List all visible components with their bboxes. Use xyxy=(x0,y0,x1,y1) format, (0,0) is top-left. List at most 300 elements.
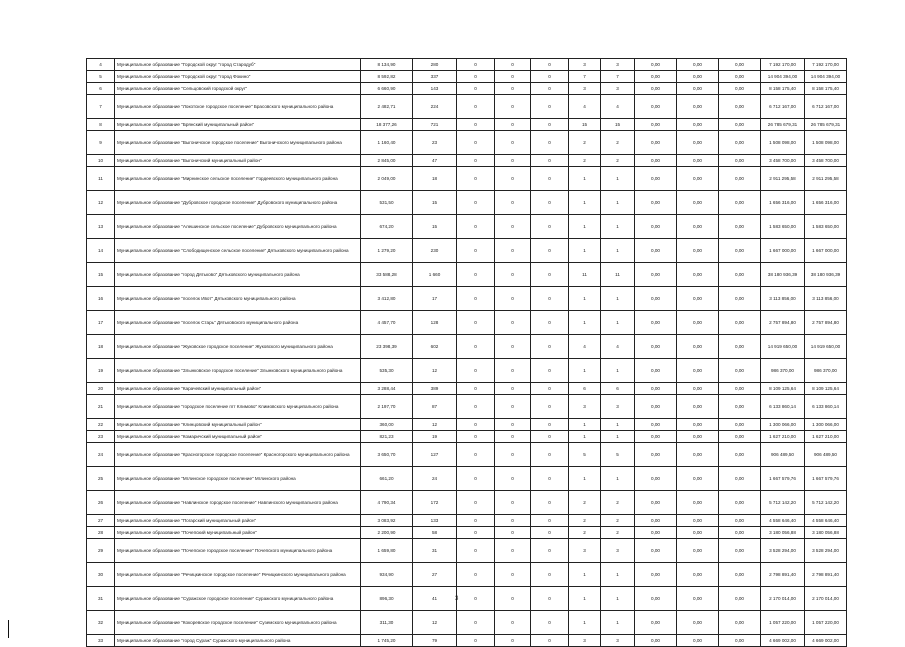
count-col-5: 1 xyxy=(601,431,635,443)
count-col-3: 0 xyxy=(531,119,569,131)
amount-col-2: 0,00 xyxy=(677,83,719,95)
count-col-3: 0 xyxy=(531,383,569,395)
municipality-name: Муниципальное образование "Речицкинское городское поселение" Речицкинского муниципального района xyxy=(115,563,361,587)
row-number: 29 xyxy=(87,539,115,563)
count-col-5: 15 xyxy=(601,119,635,131)
count-col-1: 0 xyxy=(457,611,495,635)
count-col-1: 0 xyxy=(457,71,495,83)
total-sum-2: 1 508 098,00 xyxy=(805,131,847,155)
total-sum-1: 3 180 056,88 xyxy=(761,527,805,539)
count-col-3: 0 xyxy=(531,287,569,311)
count-col-1: 0 xyxy=(457,167,495,191)
count-col-2: 0 xyxy=(495,431,531,443)
count-col-1: 0 xyxy=(457,263,495,287)
table-row xyxy=(87,527,847,539)
amount-col-3: 0,00 xyxy=(719,71,761,83)
amount-col-2: 0,00 xyxy=(677,287,719,311)
total-sum-2: 3 528 294,00 xyxy=(805,539,847,563)
total-sum-1: 38 180 936,39 xyxy=(761,263,805,287)
count-col-2: 0 xyxy=(495,239,531,263)
amount-col-3: 0,00 xyxy=(719,95,761,119)
row-number: 23 xyxy=(87,431,115,443)
count-col-4: 7 xyxy=(569,71,601,83)
total-sum-1: 3 113 856,00 xyxy=(761,287,805,311)
row-number: 13 xyxy=(87,215,115,239)
count-col-2: 0 xyxy=(495,215,531,239)
municipality-name: Муниципальное образование "Брянский муниципальный район" xyxy=(115,119,361,131)
count-col-2: 0 xyxy=(495,515,531,527)
amount-col-2: 0,00 xyxy=(677,395,719,419)
count-col-5: 3 xyxy=(601,83,635,95)
population-value: 27 xyxy=(413,563,457,587)
amount-col-1: 0,00 xyxy=(635,527,677,539)
count-col-5: 1 xyxy=(601,563,635,587)
total-sum-2: 1 667 579,76 xyxy=(805,467,847,491)
amount-col-2: 0,00 xyxy=(677,95,719,119)
count-col-1: 0 xyxy=(457,191,495,215)
row-number: 27 xyxy=(87,515,115,527)
count-col-3: 0 xyxy=(531,167,569,191)
count-col-1: 0 xyxy=(457,119,495,131)
count-col-2: 0 xyxy=(495,395,531,419)
municipality-name: Муниципальное образование "Клинцовский муниципальный район" xyxy=(115,419,361,431)
population-value: 15 xyxy=(413,215,457,239)
population-value: 143 xyxy=(413,83,457,95)
total-sum-2: 6 712 167,00 xyxy=(805,95,847,119)
row-number: 32 xyxy=(87,611,115,635)
count-col-3: 0 xyxy=(531,587,569,611)
area-value: 1 279,20 xyxy=(361,239,413,263)
count-col-1: 0 xyxy=(457,59,495,71)
amount-col-3: 0,00 xyxy=(719,467,761,491)
table-row xyxy=(87,95,847,119)
municipality-name: Муниципальное образование "Почепский муниципальный район" xyxy=(115,527,361,539)
count-col-3: 0 xyxy=(531,635,569,647)
count-col-2: 0 xyxy=(495,491,531,515)
area-value: 1 745,20 xyxy=(361,635,413,647)
municipality-name: Муниципальное образование "Навлинское городское поселение" Навлинского муниципального района xyxy=(115,491,361,515)
count-col-4: 1 xyxy=(569,467,601,491)
total-sum-2: 6 133 860,14 xyxy=(805,395,847,419)
count-col-2: 0 xyxy=(495,311,531,335)
table-row xyxy=(87,131,847,155)
area-value: 2 197,70 xyxy=(361,395,413,419)
population-value: 602 xyxy=(413,335,457,359)
amount-col-2: 0,00 xyxy=(677,515,719,527)
count-col-3: 0 xyxy=(531,395,569,419)
municipality-name: Муниципальное образование "Почепское городское поселение" Почепского муниципального района xyxy=(115,539,361,563)
municipality-name: Муниципальное образование "Сельцовский городской округ" xyxy=(115,83,361,95)
count-col-4: 1 xyxy=(569,431,601,443)
table-body xyxy=(87,59,847,647)
count-col-5: 1 xyxy=(601,215,635,239)
row-number: 5 xyxy=(87,71,115,83)
amount-col-3: 0,00 xyxy=(719,359,761,383)
table-row xyxy=(87,155,847,167)
count-col-5: 3 xyxy=(601,395,635,419)
count-col-1: 0 xyxy=(457,467,495,491)
amount-col-2: 0,00 xyxy=(677,191,719,215)
count-col-3: 0 xyxy=(531,71,569,83)
count-col-5: 1 xyxy=(601,167,635,191)
count-col-1: 0 xyxy=(457,395,495,419)
total-sum-1: 1 667 579,76 xyxy=(761,467,805,491)
total-sum-2: 2 757 894,80 xyxy=(805,311,847,335)
amount-col-1: 0,00 xyxy=(635,119,677,131)
municipality-name: Муниципальное образование "Алешинское сельское поселение" Дубровского муниципального района xyxy=(115,215,361,239)
count-col-5: 1 xyxy=(601,587,635,611)
amount-col-1: 0,00 xyxy=(635,587,677,611)
municipality-name: Муниципальное образование "Красногорское городское поселение" Красногорского муниципального района xyxy=(115,443,361,467)
count-col-4: 1 xyxy=(569,587,601,611)
table-row xyxy=(87,119,847,131)
count-col-5: 4 xyxy=(601,95,635,119)
area-value: 2 482,71 xyxy=(361,95,413,119)
amount-col-1: 0,00 xyxy=(635,539,677,563)
count-col-1: 0 xyxy=(457,335,495,359)
row-number: 11 xyxy=(87,167,115,191)
count-col-4: 3 xyxy=(569,395,601,419)
table-row xyxy=(87,383,847,395)
area-value: 2 845,00 xyxy=(361,155,413,167)
table-row xyxy=(87,635,847,647)
count-col-1: 0 xyxy=(457,155,495,167)
amount-col-3: 0,00 xyxy=(719,167,761,191)
population-value: 172 xyxy=(413,491,457,515)
area-value: 1 160,40 xyxy=(361,131,413,155)
table-row xyxy=(87,335,847,359)
total-sum-2: 2 911 295,58 xyxy=(805,167,847,191)
amount-col-3: 0,00 xyxy=(719,119,761,131)
count-col-3: 0 xyxy=(531,539,569,563)
area-value: 8 134,90 xyxy=(361,59,413,71)
total-sum-2: 5 712 142,20 xyxy=(805,491,847,515)
row-number: 33 xyxy=(87,635,115,647)
amount-col-3: 0,00 xyxy=(719,131,761,155)
amount-col-1: 0,00 xyxy=(635,443,677,467)
total-sum-1: 986 370,00 xyxy=(761,359,805,383)
amount-col-3: 0,00 xyxy=(719,443,761,467)
area-value: 896,30 xyxy=(361,587,413,611)
municipality-table xyxy=(86,58,847,647)
population-value: 280 xyxy=(413,59,457,71)
row-number: 22 xyxy=(87,419,115,431)
count-col-5: 2 xyxy=(601,155,635,167)
total-sum-1: 4 558 646,40 xyxy=(761,515,805,527)
municipality-name: Муниципальное образование "Городской округ "город Фокино" xyxy=(115,71,361,83)
municipality-name: Муниципальное образование "Злынковское городское поселение" Злынковского муниципального района xyxy=(115,359,361,383)
total-sum-2: 986 370,00 xyxy=(805,359,847,383)
count-col-5: 2 xyxy=(601,491,635,515)
row-number: 12 xyxy=(87,191,115,215)
table-row xyxy=(87,191,847,215)
row-number: 30 xyxy=(87,563,115,587)
count-col-3: 0 xyxy=(531,95,569,119)
count-col-4: 1 xyxy=(569,191,601,215)
total-sum-2: 3 180 056,88 xyxy=(805,527,847,539)
municipality-name: Муниципальное образование "город Дятьково" Дятьковского муниципального района xyxy=(115,263,361,287)
table-row xyxy=(87,563,847,587)
count-col-3: 0 xyxy=(531,527,569,539)
area-value: 2 049,00 xyxy=(361,167,413,191)
count-col-3: 0 xyxy=(531,443,569,467)
count-col-5: 3 xyxy=(601,539,635,563)
table-row xyxy=(87,239,847,263)
amount-col-1: 0,00 xyxy=(635,635,677,647)
row-number: 14 xyxy=(87,239,115,263)
count-col-1: 0 xyxy=(457,635,495,647)
amount-col-2: 0,00 xyxy=(677,539,719,563)
row-number: 20 xyxy=(87,383,115,395)
municipality-name: Муниципальное образование "Мглинское городское поселение" Мглинского района xyxy=(115,467,361,491)
count-col-5: 6 xyxy=(601,383,635,395)
count-col-5: 1 xyxy=(601,611,635,635)
count-col-1: 0 xyxy=(457,311,495,335)
count-col-4: 1 xyxy=(569,419,601,431)
table-row xyxy=(87,395,847,419)
count-col-5: 2 xyxy=(601,515,635,527)
table-row xyxy=(87,167,847,191)
count-col-4: 2 xyxy=(569,131,601,155)
area-value: 674,20 xyxy=(361,215,413,239)
count-col-2: 0 xyxy=(495,527,531,539)
count-col-2: 0 xyxy=(495,383,531,395)
population-value: 230 xyxy=(413,239,457,263)
population-value: 128 xyxy=(413,311,457,335)
count-col-5: 1 xyxy=(601,467,635,491)
count-col-5: 7 xyxy=(601,71,635,83)
total-sum-2: 1 057 220,00 xyxy=(805,611,847,635)
count-col-2: 0 xyxy=(495,443,531,467)
amount-col-2: 0,00 xyxy=(677,59,719,71)
count-col-1: 0 xyxy=(457,95,495,119)
total-sum-1: 3 528 294,00 xyxy=(761,539,805,563)
table-row xyxy=(87,491,847,515)
count-col-4: 1 xyxy=(569,311,601,335)
area-value: 531,50 xyxy=(361,191,413,215)
amount-col-2: 0,00 xyxy=(677,155,719,167)
amount-col-3: 0,00 xyxy=(719,539,761,563)
total-sum-1: 14 919 650,00 xyxy=(761,335,805,359)
amount-col-3: 0,00 xyxy=(719,587,761,611)
count-col-4: 1 xyxy=(569,239,601,263)
amount-col-3: 0,00 xyxy=(719,335,761,359)
amount-col-1: 0,00 xyxy=(635,467,677,491)
amount-col-1: 0,00 xyxy=(635,419,677,431)
total-sum-1: 1 667 000,00 xyxy=(761,239,805,263)
table-row xyxy=(87,71,847,83)
amount-col-1: 0,00 xyxy=(635,287,677,311)
total-sum-2: 3 113 856,00 xyxy=(805,287,847,311)
count-col-3: 0 xyxy=(531,491,569,515)
row-number: 9 xyxy=(87,131,115,155)
population-value: 224 xyxy=(413,95,457,119)
amount-col-1: 0,00 xyxy=(635,431,677,443)
table-row xyxy=(87,467,847,491)
count-col-2: 0 xyxy=(495,131,531,155)
amount-col-3: 0,00 xyxy=(719,155,761,167)
population-value: 721 xyxy=(413,119,457,131)
count-col-1: 0 xyxy=(457,131,495,155)
amount-col-3: 0,00 xyxy=(719,215,761,239)
count-col-4: 1 xyxy=(569,287,601,311)
count-col-2: 0 xyxy=(495,335,531,359)
population-value: 23 xyxy=(413,131,457,155)
count-col-3: 0 xyxy=(531,263,569,287)
count-col-4: 15 xyxy=(569,119,601,131)
count-col-1: 0 xyxy=(457,587,495,611)
population-value: 337 xyxy=(413,71,457,83)
municipality-table-container xyxy=(86,58,846,647)
amount-col-2: 0,00 xyxy=(677,431,719,443)
total-sum-2: 1 583 650,00 xyxy=(805,215,847,239)
count-col-5: 1 xyxy=(601,359,635,383)
count-col-4: 2 xyxy=(569,527,601,539)
count-col-4: 4 xyxy=(569,335,601,359)
table-row xyxy=(87,359,847,383)
amount-col-1: 0,00 xyxy=(635,491,677,515)
municipality-name: Муниципальное образование "Комаричский муниципальный район" xyxy=(115,431,361,443)
table-row xyxy=(87,443,847,467)
amount-col-1: 0,00 xyxy=(635,131,677,155)
amount-col-1: 0,00 xyxy=(635,71,677,83)
population-value: 12 xyxy=(413,359,457,383)
count-col-2: 0 xyxy=(495,83,531,95)
population-value: 1 660 xyxy=(413,263,457,287)
count-col-2: 0 xyxy=(495,167,531,191)
amount-col-1: 0,00 xyxy=(635,155,677,167)
count-col-5: 1 xyxy=(601,239,635,263)
row-number: 16 xyxy=(87,287,115,311)
total-sum-2: 1 627 210,00 xyxy=(805,431,847,443)
population-value: 12 xyxy=(413,611,457,635)
count-col-2: 0 xyxy=(495,155,531,167)
count-col-4: 6 xyxy=(569,383,601,395)
population-value: 127 xyxy=(413,443,457,467)
total-sum-1: 2 911 295,58 xyxy=(761,167,805,191)
count-col-1: 0 xyxy=(457,491,495,515)
municipality-name: Муниципальное образование "Городской округ "город Стародуб" xyxy=(115,59,361,71)
amount-col-3: 0,00 xyxy=(719,239,761,263)
municipality-name: Муниципальное образование "Суражское городское поселение" Суражского муниципального района xyxy=(115,587,361,611)
amount-col-3: 0,00 xyxy=(719,395,761,419)
count-col-2: 0 xyxy=(495,587,531,611)
count-col-2: 0 xyxy=(495,467,531,491)
amount-col-1: 0,00 xyxy=(635,83,677,95)
count-col-4: 1 xyxy=(569,359,601,383)
count-col-5: 2 xyxy=(601,527,635,539)
municipality-name: Муниципальное образование "Локотское городское поселение" Брасовского муниципального района xyxy=(115,95,361,119)
municipality-name: Муниципальное образование "Выгоничское городское поселение" Выгоничского муниципального района xyxy=(115,131,361,155)
count-col-4: 1 xyxy=(569,611,601,635)
table-row xyxy=(87,611,847,635)
population-value: 58 xyxy=(413,527,457,539)
amount-col-2: 0,00 xyxy=(677,419,719,431)
count-col-5: 3 xyxy=(601,59,635,71)
count-col-1: 0 xyxy=(457,239,495,263)
total-sum-2: 8 158 175,40 xyxy=(805,83,847,95)
area-value: 3 288,44 xyxy=(361,383,413,395)
count-col-2: 0 xyxy=(495,419,531,431)
count-col-5: 4 xyxy=(601,335,635,359)
amount-col-3: 0,00 xyxy=(719,611,761,635)
count-col-1: 0 xyxy=(457,431,495,443)
total-sum-2: 1 667 000,00 xyxy=(805,239,847,263)
count-col-3: 0 xyxy=(531,515,569,527)
municipality-name: Муниципальное образование "Слободищенское сельское поселение" Дятьковского муниципального района xyxy=(115,239,361,263)
amount-col-3: 0,00 xyxy=(719,191,761,215)
count-col-3: 0 xyxy=(531,419,569,431)
count-col-3: 0 xyxy=(531,335,569,359)
amount-col-2: 0,00 xyxy=(677,383,719,395)
amount-col-2: 0,00 xyxy=(677,443,719,467)
row-number: 8 xyxy=(87,119,115,131)
area-value: 4 457,70 xyxy=(361,311,413,335)
amount-col-3: 0,00 xyxy=(719,263,761,287)
amount-col-3: 0,00 xyxy=(719,515,761,527)
count-col-2: 0 xyxy=(495,191,531,215)
count-col-3: 0 xyxy=(531,59,569,71)
table-row xyxy=(87,83,847,95)
area-value: 23 398,39 xyxy=(361,335,413,359)
total-sum-2: 8 109 125,64 xyxy=(805,383,847,395)
amount-col-2: 0,00 xyxy=(677,527,719,539)
municipality-name: Муниципальное образование "Выгоничский муниципальный район" xyxy=(115,155,361,167)
total-sum-2: 14 904 394,00 xyxy=(805,71,847,83)
row-number: 21 xyxy=(87,395,115,419)
amount-col-1: 0,00 xyxy=(635,563,677,587)
row-number: 28 xyxy=(87,527,115,539)
count-col-3: 0 xyxy=(531,155,569,167)
total-sum-2: 1 656 316,00 xyxy=(805,191,847,215)
amount-col-3: 0,00 xyxy=(719,383,761,395)
row-number: 17 xyxy=(87,311,115,335)
count-col-1: 0 xyxy=(457,287,495,311)
amount-col-1: 0,00 xyxy=(635,395,677,419)
total-sum-1: 1 300 066,00 xyxy=(761,419,805,431)
count-col-5: 1 xyxy=(601,287,635,311)
amount-col-2: 0,00 xyxy=(677,167,719,191)
count-col-3: 0 xyxy=(531,83,569,95)
count-col-1: 0 xyxy=(457,215,495,239)
total-sum-2: 26 785 679,31 xyxy=(805,119,847,131)
total-sum-2: 14 919 650,00 xyxy=(805,335,847,359)
table-row xyxy=(87,311,847,335)
count-col-4: 3 xyxy=(569,83,601,95)
count-col-1: 0 xyxy=(457,383,495,395)
count-col-4: 11 xyxy=(569,263,601,287)
population-value: 47 xyxy=(413,155,457,167)
amount-col-2: 0,00 xyxy=(677,335,719,359)
total-sum-1: 6 133 860,14 xyxy=(761,395,805,419)
count-col-3: 0 xyxy=(531,467,569,491)
area-value: 535,30 xyxy=(361,359,413,383)
total-sum-1: 1 508 098,00 xyxy=(761,131,805,155)
table-row xyxy=(87,539,847,563)
amount-col-1: 0,00 xyxy=(635,239,677,263)
amount-col-2: 0,00 xyxy=(677,71,719,83)
population-value: 87 xyxy=(413,395,457,419)
count-col-4: 4 xyxy=(569,95,601,119)
count-col-5: 2 xyxy=(601,131,635,155)
table-row xyxy=(87,287,847,311)
area-value: 3 083,92 xyxy=(361,515,413,527)
municipality-name: Муниципальное образование "Кокоревское городское поселение" Суземского муниципального района xyxy=(115,611,361,635)
amount-col-2: 0,00 xyxy=(677,635,719,647)
count-col-1: 0 xyxy=(457,443,495,467)
count-col-4: 1 xyxy=(569,215,601,239)
amount-col-2: 0,00 xyxy=(677,131,719,155)
